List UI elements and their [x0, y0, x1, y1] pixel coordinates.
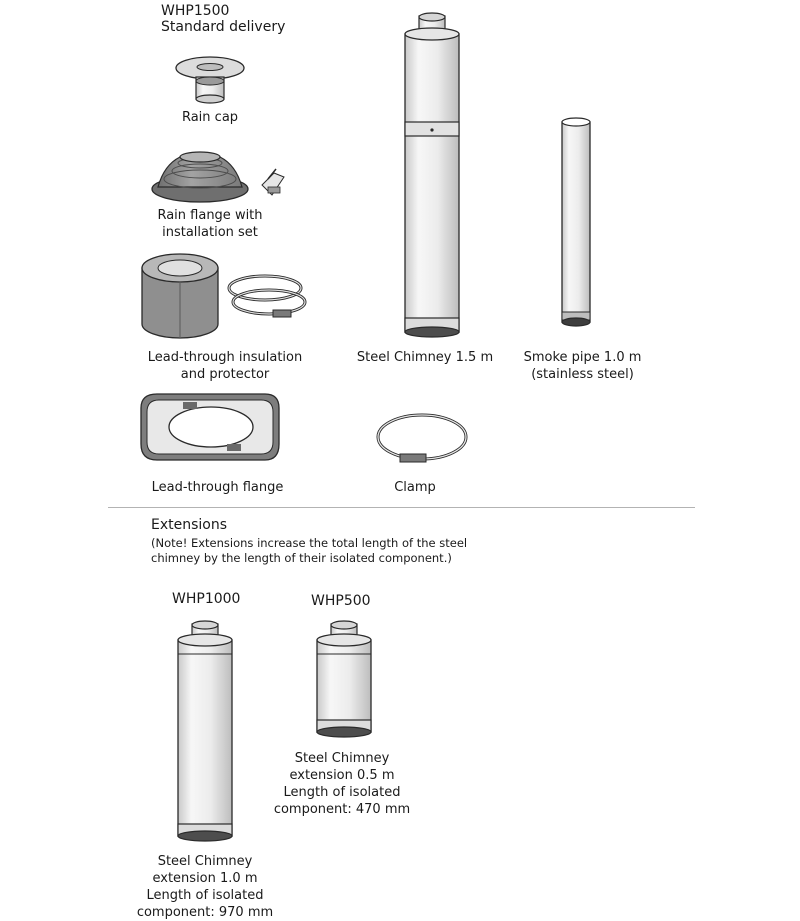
- model-title: WHP1500: [161, 3, 230, 19]
- rain-flange-illustration: [150, 143, 288, 205]
- extensions-note: (Note! Extensions increase the total length of the steel chimney by the length of their isolated component.): [151, 536, 468, 565]
- whp1000-illustration: [174, 618, 236, 844]
- smoke-pipe-illustration: [558, 116, 594, 330]
- insulation-label: Lead-through insulation and protector: [147, 350, 303, 382]
- standard-delivery-label: Standard delivery: [161, 19, 286, 35]
- extensions-title: Extensions: [151, 517, 228, 533]
- steel-chimney-label: Steel Chimney 1.5 m: [356, 350, 494, 365]
- rain-flange-label: Rain flange with installation set: [157, 208, 263, 240]
- steel-chimney-illustration: [400, 12, 464, 338]
- whp500-description: Steel Chimney extension 0.5 m Length of isolated component: 470 mm: [273, 751, 411, 817]
- rain-cap-label: Rain cap: [181, 110, 239, 125]
- rain-cap-illustration: [174, 55, 246, 107]
- lead-through-flange-illustration: [137, 388, 285, 466]
- clamp-illustration: [374, 410, 470, 472]
- insulation-illustration: [140, 252, 220, 340]
- whp500-illustration: [313, 618, 375, 740]
- clamp-label: Clamp: [394, 480, 436, 495]
- whp1000-title: WHP1000: [172, 591, 241, 607]
- whp1000-description: Steel Chimney extension 1.0 m Length of isolated component: 970 mm: [136, 854, 274, 920]
- lead-through-flange-label: Lead-through flange: [151, 480, 284, 495]
- section-divider: [108, 507, 695, 508]
- whp500-title: WHP500: [311, 593, 371, 609]
- protector-clamps-illustration: [225, 268, 309, 330]
- smoke-pipe-label: Smoke pipe 1.0 m (stainless steel): [523, 350, 642, 382]
